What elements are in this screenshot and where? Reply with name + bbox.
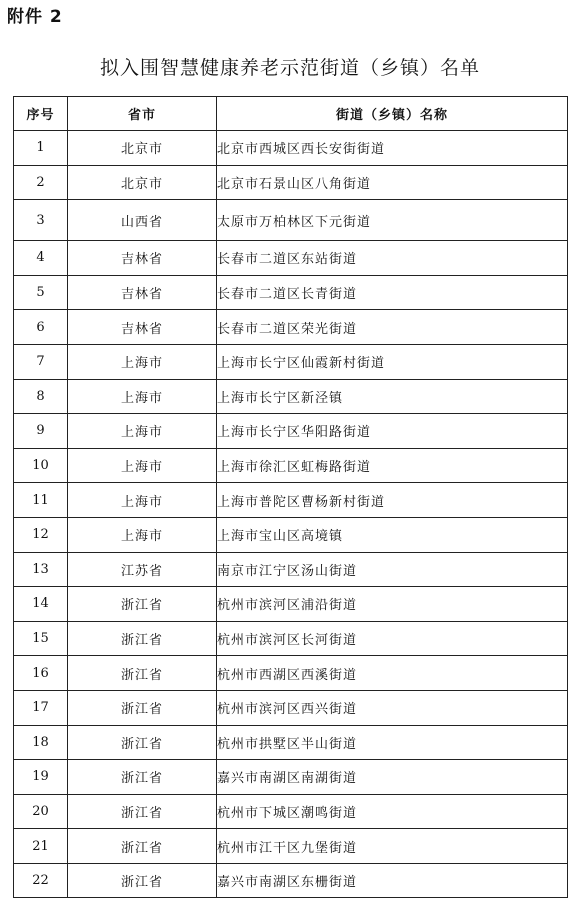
row-serial-number: 22 (14, 863, 68, 898)
row-province: 浙江省 (68, 725, 217, 760)
header-street-name: 街道（乡镇）名称 (217, 97, 568, 131)
header-province: 省市 (68, 97, 217, 131)
table-row (14, 690, 568, 725)
row-province: 江苏省 (68, 552, 217, 587)
row-province: 吉林省 (68, 241, 217, 276)
row-province: 浙江省 (68, 656, 217, 691)
row-street-name: 长春市二道区东站街道 (217, 241, 568, 276)
row-street-name: 太原市万柏林区下元街道 (217, 200, 568, 241)
row-serial-number: 4 (14, 241, 68, 276)
row-province: 浙江省 (68, 690, 217, 725)
row-serial-number: 17 (14, 690, 68, 725)
row-street-name: 长春市二道区荣光街道 (217, 310, 568, 345)
row-province: 吉林省 (68, 310, 217, 345)
table-row (14, 829, 568, 864)
row-province: 浙江省 (68, 829, 217, 864)
row-province: 北京市 (68, 131, 217, 166)
table-row (14, 621, 568, 656)
table-row (14, 165, 568, 200)
row-province: 上海市 (68, 517, 217, 552)
row-province: 浙江省 (68, 621, 217, 656)
row-serial-number: 19 (14, 760, 68, 795)
row-serial-number: 18 (14, 725, 68, 760)
row-street-name: 杭州市江干区九堡街道 (217, 829, 568, 864)
document-title: 拟入围智慧健康养老示范街道（乡镇）名单 (99, 57, 480, 79)
table-row (14, 379, 568, 414)
row-street-name: 北京市西城区西长安街街道 (217, 131, 568, 166)
row-street-name: 南京市江宁区汤山街道 (217, 552, 568, 587)
table-row (14, 131, 568, 166)
row-street-name: 上海市徐汇区虹梅路街道 (217, 448, 568, 483)
row-province: 浙江省 (68, 587, 217, 622)
row-serial-number: 11 (14, 483, 68, 518)
row-serial-number: 5 (14, 275, 68, 310)
table-row (14, 587, 568, 622)
table-row (14, 200, 568, 241)
row-serial-number: 6 (14, 310, 68, 345)
row-serial-number: 20 (14, 794, 68, 829)
row-serial-number: 15 (14, 621, 68, 656)
table-row (14, 448, 568, 483)
table-row (14, 517, 568, 552)
row-street-name: 上海市普陀区曹杨新村街道 (217, 483, 568, 518)
row-province: 上海市 (68, 483, 217, 518)
row-serial-number: 16 (14, 656, 68, 691)
table-row (14, 552, 568, 587)
table-row (14, 241, 568, 276)
row-serial-number: 21 (14, 829, 68, 864)
table-row (14, 760, 568, 795)
row-province: 上海市 (68, 448, 217, 483)
row-province: 浙江省 (68, 760, 217, 795)
row-province: 北京市 (68, 165, 217, 200)
row-province: 吉林省 (68, 275, 217, 310)
row-street-name: 北京市石景山区八角街道 (217, 165, 568, 200)
table-row (14, 656, 568, 691)
row-province: 上海市 (68, 379, 217, 414)
table-row (14, 725, 568, 760)
row-serial-number: 9 (14, 414, 68, 449)
row-serial-number: 7 (14, 344, 68, 379)
row-street-name: 上海市长宁区新泾镇 (217, 379, 568, 414)
row-serial-number: 3 (14, 200, 68, 241)
row-province: 浙江省 (68, 794, 217, 829)
table-row (14, 794, 568, 829)
row-street-name: 长春市二道区长青街道 (217, 275, 568, 310)
row-province: 上海市 (68, 414, 217, 449)
row-province: 上海市 (68, 344, 217, 379)
row-serial-number: 12 (14, 517, 68, 552)
table-row (14, 483, 568, 518)
row-province: 山西省 (68, 200, 217, 241)
table-row (14, 414, 568, 449)
row-serial-number: 10 (14, 448, 68, 483)
row-serial-number: 13 (14, 552, 68, 587)
table-row (14, 344, 568, 379)
row-serial-number: 8 (14, 379, 68, 414)
row-province: 浙江省 (68, 863, 217, 898)
row-serial-number: 2 (14, 165, 68, 200)
row-street-name: 上海市宝山区高境镇 (217, 517, 568, 552)
table-row (14, 310, 568, 345)
row-serial-number: 1 (14, 131, 68, 166)
row-street-name: 上海市长宁区华阳路街道 (217, 414, 568, 449)
table-row (14, 275, 568, 310)
demo-street-table (13, 96, 568, 898)
attachment-label: 附件 2 (7, 7, 63, 27)
row-street-name: 嘉兴市南湖区南湖街道 (217, 760, 568, 795)
table-header-row (14, 97, 568, 131)
row-serial-number: 14 (14, 587, 68, 622)
row-street-name: 杭州市下城区潮鸣街道 (217, 794, 568, 829)
row-street-name: 杭州市滨河区长河街道 (217, 621, 568, 656)
table-row (14, 863, 568, 898)
row-street-name: 上海市长宁区仙霞新村街道 (217, 344, 568, 379)
row-street-name: 杭州市西湖区西溪街道 (217, 656, 568, 691)
row-street-name: 杭州市拱墅区半山街道 (217, 725, 568, 760)
row-street-name: 杭州市滨河区西兴街道 (217, 690, 568, 725)
row-street-name: 杭州市滨河区浦沿街道 (217, 587, 568, 622)
row-street-name: 嘉兴市南湖区东栅街道 (217, 863, 568, 898)
header-serial-number: 序号 (14, 97, 68, 131)
